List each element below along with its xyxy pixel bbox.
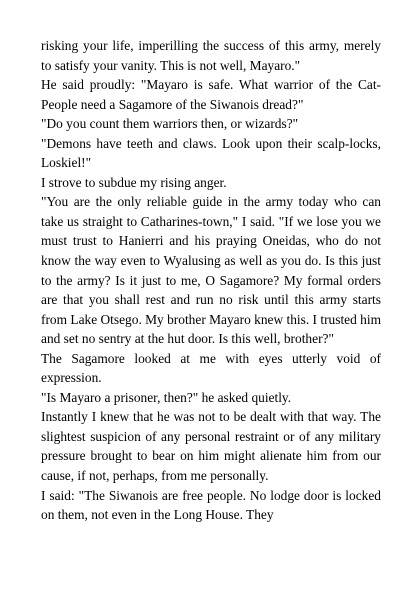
body-text bbox=[41, 36, 381, 525]
paragraph: "Is Mayaro a prisoner, then?" he asked quietly. bbox=[41, 389, 292, 405]
paragraph: "Do you count them warriors then, or wizards?" bbox=[41, 116, 299, 132]
paragraph: "Demons have teeth and claws. Look upon their scalp-locks, Loskiel!" bbox=[41, 135, 381, 171]
paragraph: The Sagamore looked at me with eyes utterly void of expression. bbox=[41, 350, 381, 386]
paragraph: "You are the only reliable guide in the army today who can take us straight to Catharines-town," I said. "If we lose you we must trust to Hanierri and his praying Oneidas, who do not know the way even to Wyalusing as well as you do. Is this just to the army? Is it just to me, O Sagamore? My formal orders are that you shall rest and run no risk until this army starts from Lake Otsego. My brother Mayaro knew this. I trusted him and set no sentry at the hut door. Is this well, brother?" bbox=[41, 194, 381, 347]
paragraph: I said: "The Siwanois are free people. No lodge door is locked on them, not even in the Long House. They bbox=[41, 487, 381, 523]
paragraph: risking your life, imperilling the success of this army, merely to satisfy your vanity. This is not well, Mayaro." bbox=[41, 38, 381, 73]
paragraph: I strove to subdue my rising anger. bbox=[41, 174, 227, 190]
paragraph: Instantly I knew that he was not to be dealt with that way. The slightest suspicion of any personal restraint or of any military pressure brought to bear on him might alienate him from our cause, if not, perhaps, from me personally. bbox=[41, 409, 381, 484]
paragraph: He said proudly: "Mayaro is safe. What warrior of the Cat-People need a Sagamore of the Siwanois dread?" bbox=[41, 77, 381, 112]
